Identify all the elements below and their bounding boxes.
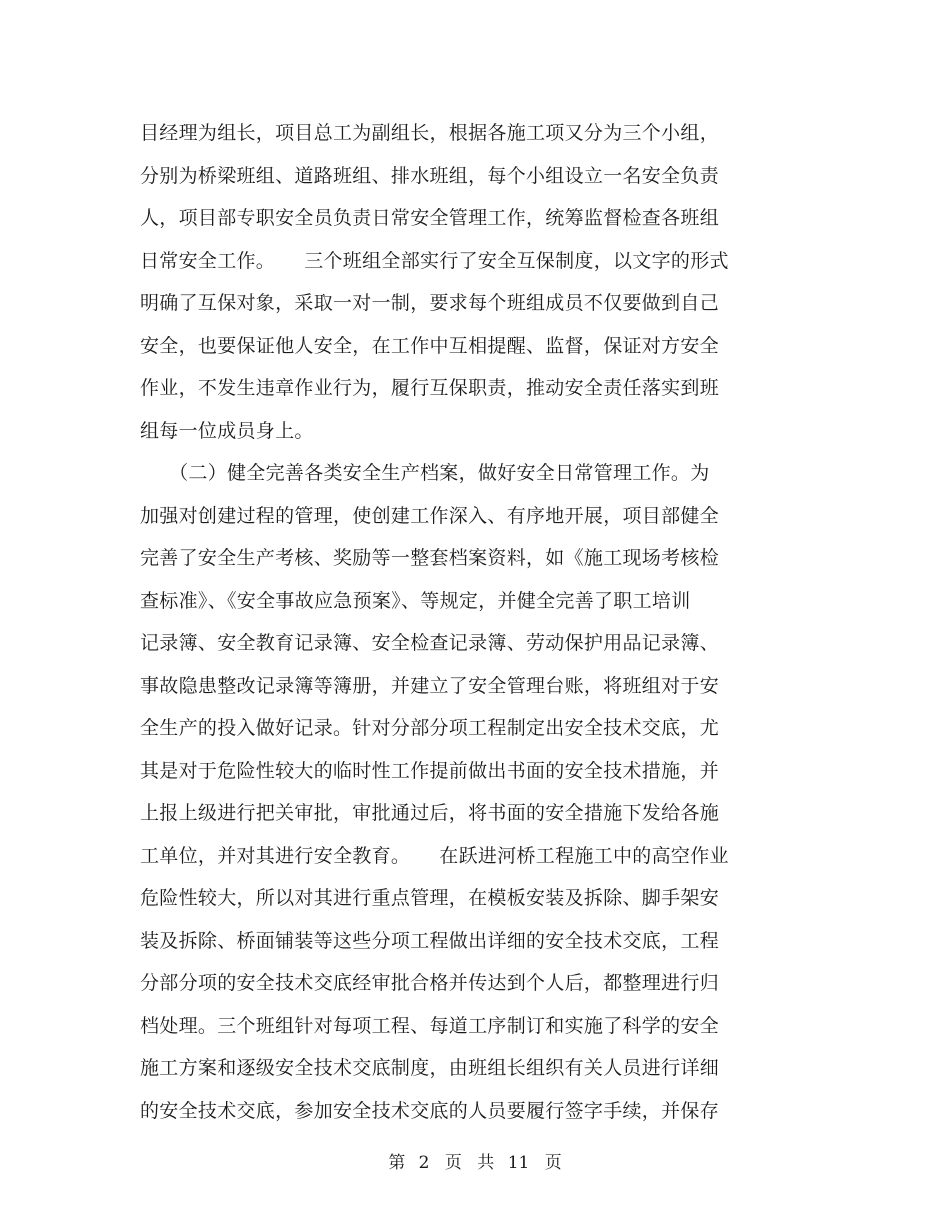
page-number-footer (0, 1148, 950, 1173)
text-line: 完善了安全生产考核、奖励等一整套档案资料，如《施工现场考核检 (140, 547, 720, 569)
total-pages-number: 11 (507, 1153, 530, 1173)
footer-label-unit: 页 (444, 1153, 462, 1173)
text-line: 记录簿、安全教育记录簿、安全检查记录簿、劳动保护用品记录簿、 (140, 632, 720, 654)
body-text (140, 112, 780, 1132)
text-line: 工单位，并对其进行安全教育。 在跃进河桥工程施工中的高空作业 (140, 844, 729, 867)
text-line: 分别为桥梁班组、道路班组、排水班组，每个小组设立一名安全负责 (140, 164, 720, 187)
text-line: 明确了互保对象，采取一对一制，要求每个班组成员不仅要做到自己 (140, 292, 720, 314)
text-line: 安全，也要保证他人安全，在工作中互相提醒、监督，保证对方安全 (140, 334, 720, 357)
text-line: 分部分项的安全技术交底经审批合格并传达到个人后，都整理进行归 (140, 972, 720, 994)
text-line: 目经理为组长，项目总工为副组长，根据各施工项又分为三个小组， (140, 122, 720, 144)
text-line: 上报上级进行把关审批，审批通过后，将书面的安全措施下发给各施 (140, 802, 720, 824)
text-line: 作业，不发生违章作业行为，履行互保职责，推动安全责任落实到班 (140, 377, 720, 399)
text-line: 施工方案和逐级安全技术交底制度，由班组长组织有关人员进行详细 (140, 1057, 720, 1079)
text-line: 事故隐患整改记录簿等簿册，并建立了安全管理台账，将班组对于安 (140, 674, 720, 697)
footer-label-total: 共 (477, 1153, 495, 1173)
footer-label-unit-end: 页 (544, 1153, 562, 1173)
current-page-number: 2 (418, 1153, 430, 1173)
footer-label-page: 第 (388, 1153, 406, 1173)
text-line: 日常安全工作。 三个班组全部实行了安全互保制度，以文字的形式 (140, 249, 729, 272)
text-line: 档处理。三个班组针对每项工程、每道工序制订和实施了科学的安全 (140, 1014, 720, 1037)
text-line: 其是对于危险性较大的临时性工作提前做出书面的安全技术措施，并 (140, 759, 720, 782)
text-line: （二）健全完善各类安全生产档案，做好安全日常管理工作。为 (140, 462, 710, 484)
text-line: 加强对创建过程的管理，使创建工作深入、有序地开展，项目部健全 (140, 504, 720, 527)
text-line: 的安全技术交底，参加安全技术交底的人员要履行签字手续，并保存 (140, 1099, 720, 1122)
text-line: 人，项目部专职安全员负责日常安全管理工作，统筹监督检查各班组 (140, 207, 720, 229)
text-line: 查标准》、《安全事故应急预案》、等规定，并健全完善了职工培训 (140, 589, 691, 612)
text-line: 危险性较大，所以对其进行重点管理，在模板安装及拆除、脚手架安 (140, 887, 720, 909)
text-line: 组每一位成员身上。 (140, 419, 314, 442)
text-line: 装及拆除、桥面铺装等这些分项工程做出详细的安全技术交底，工程 (140, 929, 720, 952)
text-line: 全生产的投入做好记录。针对分部分项工程制定出安全技术交底，尤 (140, 717, 720, 739)
